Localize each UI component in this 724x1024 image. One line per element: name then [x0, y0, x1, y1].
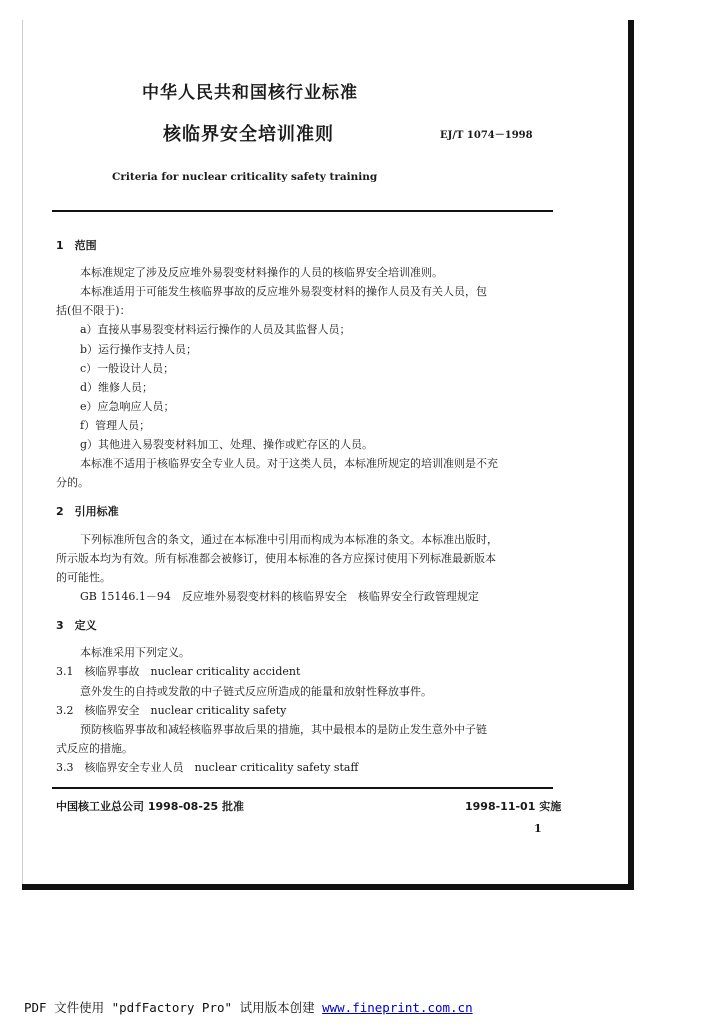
fineprint-link[interactable]: www.fineprint.com.cn	[322, 1000, 473, 1015]
list-item: e）应急响应人员；	[80, 400, 175, 413]
paragraph: 括(但不限于)：	[56, 304, 131, 317]
definition-text: 预防核临界事故和减轻核临界事故后果的措施，其中最根本的是防止发生意外中子链	[80, 723, 487, 736]
paragraph: 本标准适用于可能发生核临界事故的反应堆外易裂变材料的操作人员及有关人员，包	[80, 285, 487, 298]
list-item: b）运行操作支持人员；	[80, 343, 198, 356]
list-item: f）管理人员；	[80, 419, 151, 432]
section-heading-definitions: 3 定义	[56, 619, 97, 632]
definition-text: 式反应的措施。	[56, 742, 133, 755]
scan-border-left	[22, 20, 23, 886]
list-item: g）其他进入易裂变材料加工、处理、操作或贮存区的人员。	[80, 438, 374, 451]
issuing-organization: 中华人民共和国核行业标准	[142, 83, 358, 103]
english-title: Criteria for nuclear criticality safety training	[112, 171, 378, 183]
approval-date: 中国核工业总公司 1998-08-25 批准	[56, 800, 245, 813]
section-heading-references: 2 引用标准	[56, 505, 119, 518]
document-title: 核临界安全培训准则	[163, 124, 334, 145]
definition-text: 意外发生的自持或发散的中子链式反应所造成的能量和放射性释放事件。	[80, 685, 432, 698]
paragraph: 分的。	[56, 476, 89, 489]
paragraph: 本标准不适用于核临界安全专业人员。对于这类人员，本标准所规定的培训准则是不充	[80, 457, 498, 470]
footer-divider	[52, 787, 553, 789]
list-item: c）一般设计人员；	[80, 362, 175, 375]
pdf-creator-banner	[24, 998, 473, 1016]
paragraph: 本标准规定了涉及反应堆外易裂变材料操作的人员的核临界安全培训准则。	[80, 266, 443, 279]
definition-term: 3.1 核临界事故 nuclear criticality accident	[56, 665, 301, 678]
standard-code: EJ/T 1074－1998	[440, 130, 533, 141]
definition-term: 3.3 核临界安全专业人员 nuclear criticality safety staff	[56, 761, 359, 774]
paragraph: 本标准采用下列定义。	[80, 646, 190, 659]
reference-item: GB 15146.1－94 反应堆外易裂变材料的核临界安全 核临界安全行政管理规定	[80, 590, 479, 603]
list-item: a）直接从事易裂变材料运行操作的人员及其监督人员；	[80, 323, 351, 336]
definition-term: 3.2 核临界安全 nuclear criticality safety	[56, 704, 287, 717]
scan-border-right	[628, 20, 634, 890]
implementation-date: 1998-11-01 实施	[465, 800, 562, 813]
paragraph: 下列标准所包含的条文，通过在本标准中引用而构成为本标准的条文。本标准出版时，	[80, 533, 498, 546]
section-heading-scope: 1 范围	[56, 239, 97, 252]
page-number: 1	[534, 822, 542, 835]
paragraph: 所示版本均为有效。所有标准都会被修订，使用本标准的各方应探讨使用下列标准最新版本	[56, 552, 496, 565]
scan-border-bottom	[22, 884, 634, 890]
pdf-banner-text: PDF 文件使用 "pdfFactory Pro" 试用版本创建	[24, 1000, 323, 1015]
paragraph: 的可能性。	[56, 571, 111, 584]
list-item: d）维修人员；	[80, 381, 154, 394]
header-divider	[52, 210, 553, 212]
